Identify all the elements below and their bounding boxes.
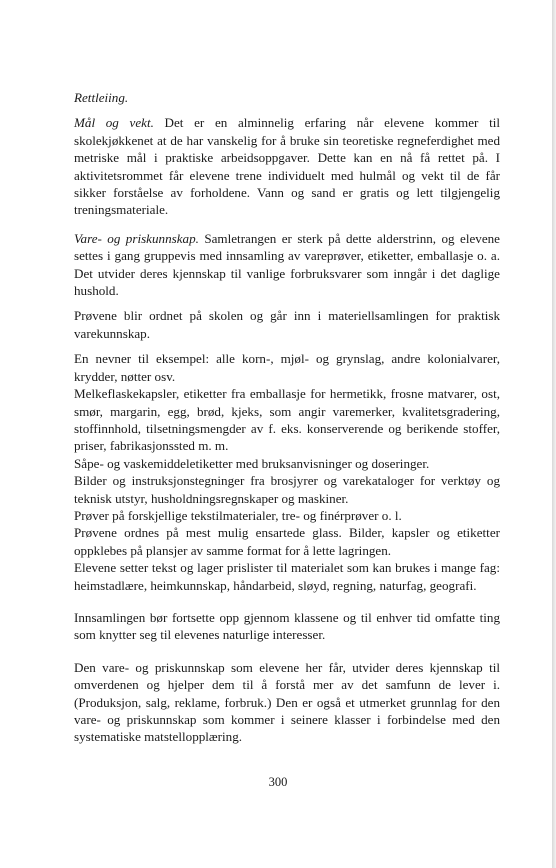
paragraph: Bilder og instruksjonstegninger fra brosjyrer og varekataloger for verktøy og teknisk utstyr, husholdningsregnskaper og maskiner.	[74, 473, 500, 506]
document-body	[74, 89, 500, 746]
paragraph-text: Samletrangen er sterk på dette alderstrinn, og elevene settes i gang gruppevis med innsamling av vareprøver, etiketter, emballasje o. a. Det utvider deres kjennskap til vanlige forbruksvarer som inngår i det daglige hushold.	[74, 230, 500, 299]
paragraph: Den vare- og priskunnskap som elevene her får, utvider deres kjennskap til omverdenen og hjelper dem til å forstå mer av det samfunn de lever i. (Produksjon, salg, reklame, forbruk.) Den er også et utmerket grunnlag for den vare- og priskunnskap som kommer i seinere klasser i forbindelse med den systematiske matstellopplæring.	[74, 659, 500, 745]
paragraph-maal-og-vekt	[74, 114, 500, 218]
paragraph-text: Det er en alminnelig erfaring når elevene kommer til skolekjøkkenet at de har vanskelig for å bruke sin teoretiske regneferdighet med metriske mål i praktiske arbeidsoppgaver. Dette kan en nå få rettet på. I aktivitetsrommet får elevene trene individuelt med hulmål og vekt til de får sikker forståelse av forholdene. Vann og sand er gratis og lett tilgjengelig treningsmateriale.	[74, 115, 500, 218]
subheading-vare-og-priskunnskap: Vare- og priskunnskap.	[74, 230, 199, 246]
paragraph: Såpe- og vaskemiddeletiketter med bruksanvisninger og doseringer.	[74, 455, 430, 471]
paragraph: Elevene setter tekst og lager prislister til materialet som kan brukes i mange fag: heimstadlære, heimkunnskap, håndarbeid, sløyd, regning, naturfag, geografi.	[74, 560, 500, 593]
paragraph-vare-og-priskunnskap	[74, 230, 500, 300]
subheading-maal-og-vekt: Mål og vekt.	[74, 115, 154, 131]
paragraph: Innsamlingen bør fortsette opp gjennom klassene og til enhver tid omfatte ting som knytter seg til elevenes naturlige interesser.	[74, 609, 500, 643]
paragraph: Prøvene blir ordnet på skolen og går inn i materiellsamlingen for praktisk varekunnskap.	[74, 308, 500, 341]
paragraph: Melkeflaskekapsler, etiketter fra emballasje for hermetikk, frosne matvarer, ost, smør, margarin, egg, brød, kjeks, som angir varemerker, kvalitetsgradering, stoffinnhold, tilsetningsmengder av f. eks. konserverende og berikende stoffer, priser, fabrikasjonssted m. m.	[74, 386, 500, 454]
section-heading: Rettleiing.	[74, 90, 129, 105]
page-edge	[552, 0, 556, 868]
paragraph: En nevner til eksempel: alle korn-, mjøl- og grynslag, andre kolonialvarer, krydder, nøtter osv.	[74, 351, 500, 384]
paragraph: Prøver på forskjellige tekstilmaterialer, tre- og finérprøver o. l.	[74, 507, 402, 523]
page-number: 300	[268, 775, 288, 789]
paragraph: Prøvene ordnes på mest mulig ensartede glass. Bilder, kapsler og etiketter oppklebes på plansjer av samme format for å lette lagringen.	[74, 525, 500, 558]
